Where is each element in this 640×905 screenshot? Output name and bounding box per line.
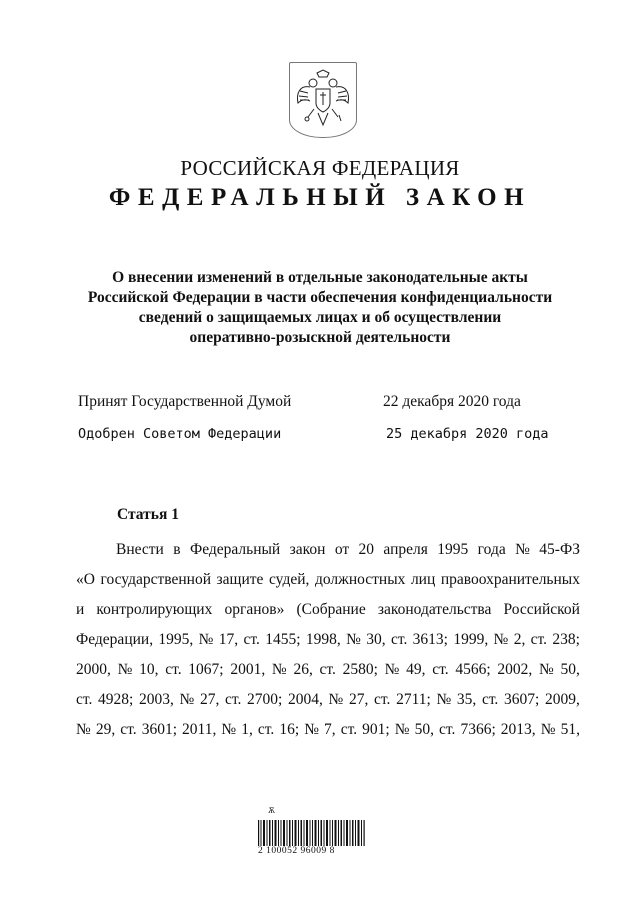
subject-line: Российской Федерации в части обеспечения конфиденциальности bbox=[87, 289, 553, 306]
duma-adoption-row bbox=[78, 393, 521, 411]
duma-date: 22 декабря 2020 года bbox=[383, 393, 521, 410]
council-label: Одобрен Советом Федерации bbox=[78, 426, 282, 442]
article-line: № 29, ст. 3601; 2011, № 1, ст. 16; № 7, ст. 901; № 50, ст. 7366; 2013, № 51, bbox=[76, 721, 580, 738]
article-line: 2000, № 10, ст. 1067; 2001, № 26, ст. 2580; № 49, ст. 4566; 2002, № 50, bbox=[76, 661, 580, 678]
subject-line: сведений о защищаемых лицах и об осуществлении bbox=[138, 309, 502, 326]
article-line: Федерации, 1995, № 17, ст. 1455; 1998, № 30, ст. 3613; 1999, № 2, ст. 238; bbox=[76, 631, 580, 648]
article-line: и контролирующих органов» (Собрание законодательства Российской bbox=[76, 601, 580, 618]
council-date: 25 декабря 2020 года bbox=[386, 426, 549, 442]
subject-line: оперативно-розыскной деятельности bbox=[189, 329, 451, 346]
article-heading: Статья 1 bbox=[117, 506, 179, 523]
double-headed-eagle-icon bbox=[294, 69, 352, 131]
law-subject bbox=[70, 268, 570, 348]
document-type-title: ФЕДЕРАЛЬНЫЙ ЗАКОН bbox=[108, 184, 532, 211]
country-heading: РОССИЙСКАЯ ФЕДЕРАЦИЯ bbox=[180, 156, 460, 180]
stamp-mark: Ѫ bbox=[268, 806, 276, 815]
article-line: «О государственной защите судей, должностных лиц правоохранительных bbox=[76, 571, 580, 588]
barcode-icon bbox=[258, 820, 368, 846]
barcode-number: 2 100052 96009 8 bbox=[258, 846, 335, 856]
state-emblem bbox=[289, 62, 357, 138]
article-body bbox=[76, 540, 580, 750]
council-approval-row bbox=[78, 426, 549, 442]
duma-label: Принят Государственной Думой bbox=[78, 393, 292, 410]
article-line: ст. 4928; 2003, № 27, ст. 2700; 2004, № 27, ст. 2711; № 35, ст. 3607; 2009, bbox=[76, 691, 580, 708]
subject-line: О внесении изменений в отдельные законодательные акты bbox=[112, 269, 528, 286]
article-line: Внести в Федеральный закон от 20 апреля 1995 года № 45-ФЗ bbox=[116, 541, 580, 558]
